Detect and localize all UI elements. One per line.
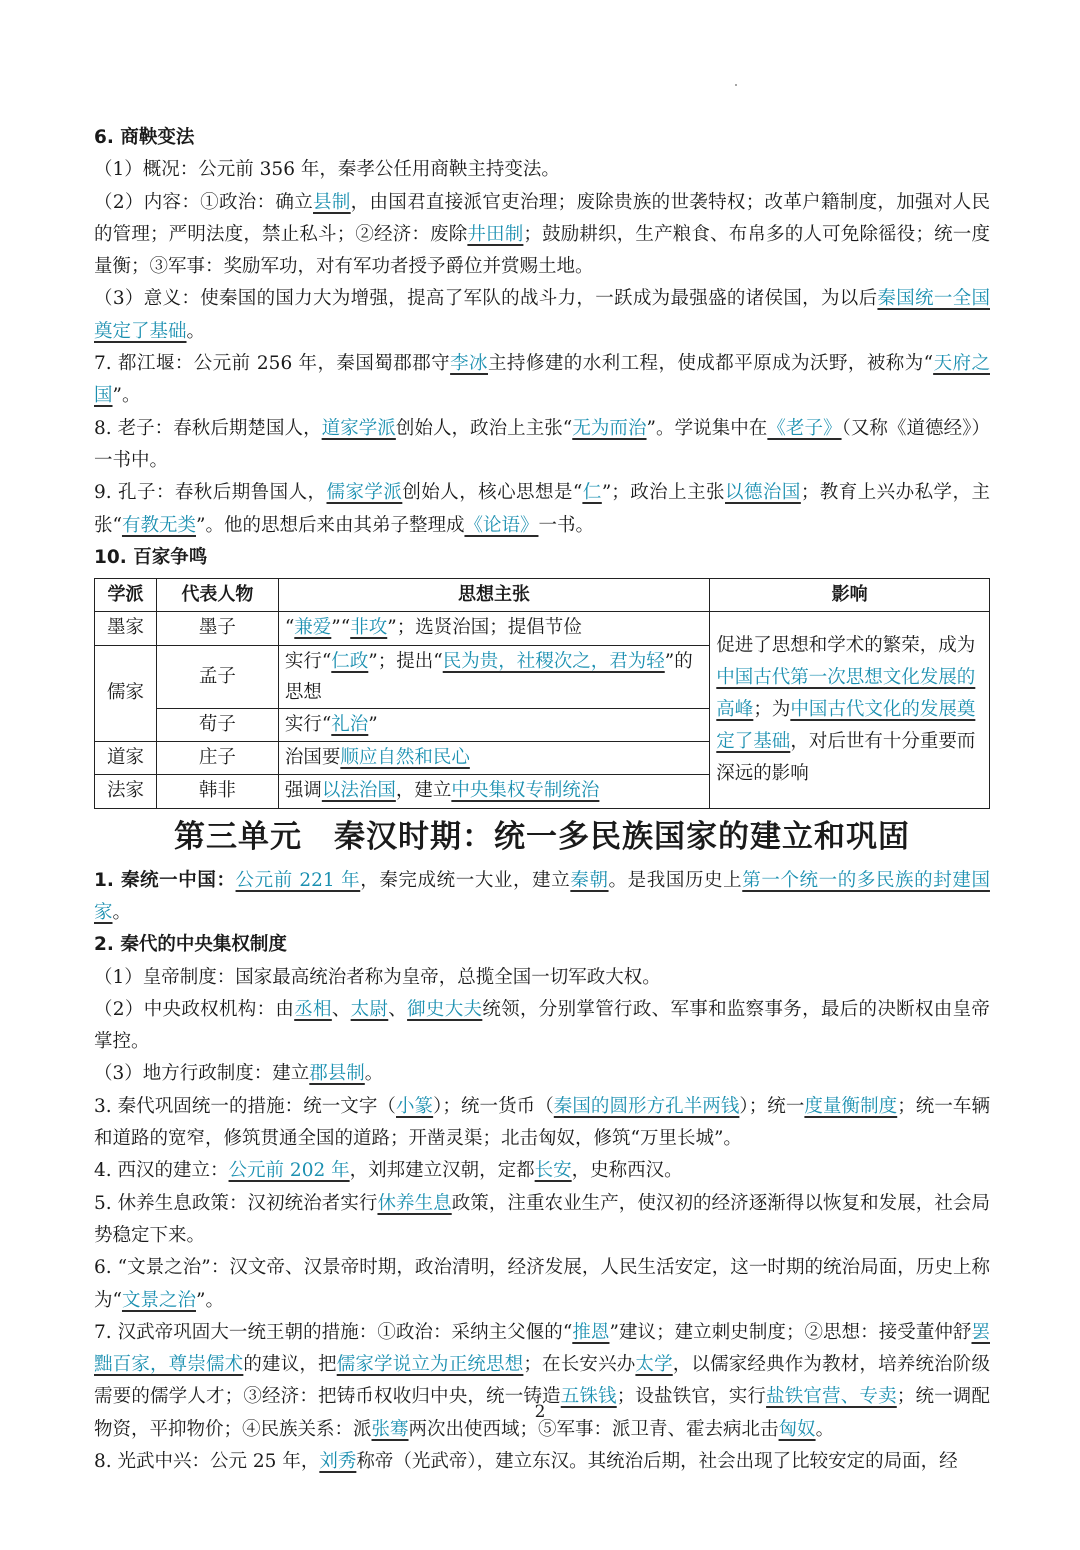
unit3-item-5: 5. 休养生息政策：汉初统治者实行休养生息政策，注重农业生产，使汉初的经济逐渐得以恢复和发展，社会局势稳定下来。 [94, 1192, 990, 1246]
unit-3-title: 第三单元 秦汉时期：统一多民族国家的建立和巩固 [174, 818, 910, 855]
section-6-content: （2）内容：①政治：确立县制，由国君直接派官吏治理；废除贵族的世袭特权；改革户籍制度，加强对人民的管理；严明法度，禁止私斗；②经济：废除井田制；鼓励耕织，生产粮食、布帛多的人可免除徭役；统一度量衡；③军事：奖励军功，对有军功者授予爵位并赏赐土地。 [94, 191, 990, 278]
keyword: 《老子》 [767, 417, 842, 439]
ideas-cell: 强调以法治国，建立中央集权专制统治 [278, 775, 709, 808]
header-school: 学派 [95, 579, 157, 612]
school-cell: 道家 [95, 742, 157, 775]
keyword: 公元前 202 年 [228, 1160, 350, 1182]
keyword: 井田制 [467, 223, 524, 245]
keyword: 以德治国 [725, 482, 801, 504]
influence-cell: 促进了思想和学术的繁荣，成为中国古代第一次思想文化发展的高峰；为中国古代文化的发展奠定了基础，对后世有十分重要而深远的影响 [710, 612, 990, 808]
keyword: 太学 [635, 1354, 673, 1376]
keyword: 度量衡制度 [804, 1095, 898, 1117]
keyword: 秦朝 [570, 869, 609, 891]
header-representative: 代表人物 [156, 579, 278, 612]
person-cell: 孟子 [156, 645, 278, 708]
unit3-item-7: 7. 汉武帝巩固大一统王朝的措施：①政治：采纳主父偃的“推恩”建议；建立刺史制度；②思想：接受董仲舒罢黜百家，尊崇儒术的建议，把儒家学说立为正统思想；在长安兴办太学，以儒家经典作为教材，培养统治阶级需要的儒学人才；③经济：把铸币权收归中央，统一铸造五铢钱；设盐铁官，实行盐铁官营、专卖；统一调配物资，平抑物价；④民族关系：派张骞两次出使西域；⑤军事：派卫青、霍去病北击匈奴。 [94, 1321, 990, 1440]
section-7: 7. 都江堰：公元前 256 年，秦国蜀郡郡守李冰主持修建的水利工程，使成都平原成为沃野，被称为“天府之国”。 [94, 353, 990, 407]
person-cell: 墨子 [156, 612, 278, 645]
keyword: 儒家学派 [326, 482, 403, 504]
keyword: 有教无类 [121, 514, 196, 536]
keyword: 兼爱 [294, 617, 332, 639]
keyword: 丞相 [294, 998, 332, 1020]
keyword: 休养生息 [377, 1192, 452, 1214]
keyword: 匈奴 [778, 1418, 816, 1440]
page-content [94, 122, 990, 1478]
section-8: 8. 老子：春秋后期楚国人，道家学派创始人，政治上主张“无为而治”。学说集中在《老子》（又称《道德经》）一书中。 [94, 417, 990, 471]
section-10-title: 10. 百家争鸣 [94, 546, 208, 568]
keyword: 道家学派 [321, 417, 396, 439]
scan-speck [735, 84, 737, 86]
keyword: 长安 [534, 1160, 572, 1182]
ideas-cell: 实行“礼治” [278, 708, 709, 741]
ideas-cell: 治国要顺应自然和民心 [278, 742, 709, 775]
keyword: 御史大夫 [407, 998, 483, 1020]
keyword: 五铢钱 [560, 1386, 617, 1408]
keyword: 秦国统一全国奠定了基础 [94, 288, 990, 342]
unit3-item-6: 6. “文景之治”：汉文帝、汉景帝时期，政治清明，经济发展，人民生活安定，这一时期的统治局面，历史上称为“文景之治”。 [94, 1257, 990, 1311]
keyword: 儒家学说立为正统思想 [336, 1354, 524, 1376]
unit3-item-1: 1. 秦统一中国：公元前 221 年，秦完成统一大业，建立秦朝。是我国历史上第一个统一的多民族的封建国家。 [94, 869, 990, 923]
keyword: 仁 [582, 482, 602, 504]
unit3-item-2-2: （2）中央政权机构：由丞相、太尉、御史大夫统领，分别掌管行政、军事和监察事务，最后的决断权由皇帝掌控。 [94, 998, 990, 1053]
hundred-schools-table [94, 578, 990, 808]
unit3-item-2: 2. 秦代的中央集权制度 [94, 934, 287, 956]
keyword: 非攻 [350, 617, 388, 639]
section-6-overview: （1）概况：公元前 356 年，秦孝公任用商鞅主持变法。 [94, 159, 560, 181]
keyword: 中央集权专制统治 [451, 780, 600, 802]
keyword: 秦国的圆形方孔半两钱 [553, 1095, 740, 1117]
unit3-item-3: 3. 秦代巩固统一的措施：统一文字（小篆）；统一货币（秦国的圆形方孔半两钱）；统一度量衡制度；统一车辆和道路的宽窄，修筑贯通全国的道路；开凿灵渠；北击匈奴，修筑“万里长城”。 [94, 1095, 990, 1150]
keyword: 刘秀 [319, 1450, 357, 1472]
unit3-item-2-1: （1）皇帝制度：国家最高统治者称为皇帝，总揽全国一切军政大权。 [94, 966, 661, 988]
keyword: 《论语》 [464, 514, 539, 536]
table-row [95, 612, 990, 645]
section-6-title: 6. 商鞅变法 [94, 127, 195, 148]
keyword: 第一个统一的多民族的封建国家 [94, 869, 990, 923]
section-6-significance: （3）意义：使秦国的国力大为增强，提高了军队的战斗力，一跃成为最强盛的诸侯国，为以后秦国统一全国奠定了基础。 [94, 288, 990, 342]
table-header-row [95, 579, 990, 612]
keyword: 郡县制 [309, 1063, 365, 1085]
keyword: 太尉 [350, 998, 389, 1020]
ideas-cell: 实行“仁政”；提出“民为贵，社稷次之，君为轻”的思想 [278, 645, 709, 708]
keyword: 仁政 [331, 650, 369, 672]
page-number: 2 [534, 1402, 546, 1422]
keyword: 礼治 [331, 713, 369, 735]
person-cell: 庄子 [156, 742, 278, 775]
keyword: 李冰 [450, 353, 488, 375]
ideas-cell: “兼爱”“非攻”；选贤治国；提倡节俭 [278, 612, 709, 645]
keyword: 张骞 [371, 1418, 409, 1440]
keyword: 以法治国 [321, 780, 396, 802]
keyword: 民为贵，社稷次之，君为轻 [442, 650, 665, 672]
keyword: 无为而治 [572, 417, 647, 439]
keyword: 公元前 221 年 [235, 869, 361, 891]
keyword: 罢黜百家，尊崇儒术 [94, 1321, 990, 1376]
unit3-item-2-3: （3）地方行政制度：建立郡县制。 [94, 1063, 384, 1085]
keyword: 中国古代第一次思想文化发展的高峰 [716, 667, 976, 721]
keyword: 县制 [313, 191, 351, 213]
section-9: 9. 孔子：春秋后期鲁国人，儒家学派创始人，核心思想是“仁”；政治上主张以德治国；教育上兴办私学，主张“有教无类”。他的思想后来由其弟子整理成《论语》一书。 [94, 482, 990, 536]
unit3-item-8: 8. 光武中兴：公元 25 年，刘秀称帝（光武帝），建立东汉。其统治后期，社会出现了比较安定的局面，经 [94, 1450, 958, 1472]
school-cell: 墨家 [95, 612, 157, 645]
school-cell: 儒家 [95, 645, 157, 741]
header-ideas: 思想主张 [278, 579, 709, 612]
unit3-item-4: 4. 西汉的建立：公元前 202 年，刘邦建立汉朝，定都长安，史称西汉。 [94, 1160, 683, 1182]
school-cell: 法家 [95, 775, 157, 808]
keyword: 小篆 [396, 1095, 434, 1117]
keyword: 文景之治 [121, 1289, 196, 1311]
keyword: 中国古代文化的发展奠定了基础 [716, 699, 976, 753]
keyword: 顺应自然和民心 [340, 747, 470, 769]
keyword: 盐铁官营、专卖 [766, 1386, 897, 1408]
keyword: 推恩 [572, 1321, 610, 1343]
keyword: 天府之国 [94, 353, 990, 407]
person-cell: 荀子 [156, 708, 278, 741]
person-cell: 韩非 [156, 775, 278, 808]
header-influence: 影响 [710, 579, 990, 612]
